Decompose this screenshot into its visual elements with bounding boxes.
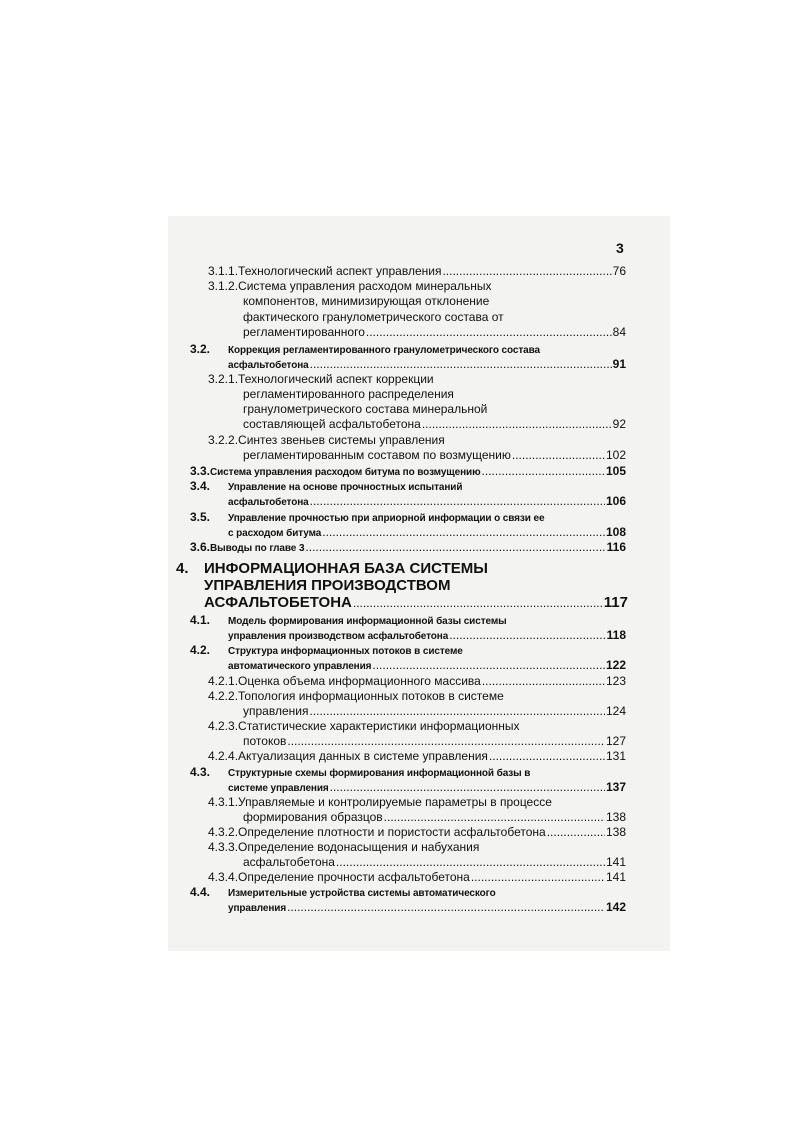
toc-page: 102 xyxy=(605,448,626,462)
toc-entry-3-1-1[interactable] xyxy=(208,264,626,279)
toc-number: 4.1. xyxy=(190,613,211,627)
toc-title: автоматического управления xyxy=(228,661,372,672)
toc-title: УПРАВЛЕНИЯ ПРОИЗВОДСТВОМ xyxy=(204,577,451,594)
toc-number: 4.2.1. xyxy=(208,674,239,688)
toc-number: 4.2.2. xyxy=(208,689,239,703)
toc-title: Управление прочностью при априорной информации о связи ее xyxy=(228,513,545,524)
toc-title: Система управления расходом битума по возмущению xyxy=(210,467,481,478)
toc-number: 4.2.4. xyxy=(208,749,239,763)
toc-entry-continuation xyxy=(204,578,628,593)
toc-number: 4.3.2. xyxy=(208,825,239,839)
toc-title: Управляемые и контролируемые параметры в процессе xyxy=(238,795,552,809)
toc-entry-3-2[interactable] xyxy=(190,342,626,358)
toc-title: Определение плотности и пористости асфальтобетона xyxy=(238,825,546,839)
toc-page: 116 xyxy=(606,540,626,554)
toc-title: регламентированного распределения xyxy=(243,387,454,401)
toc-entry-4-2-4[interactable] xyxy=(208,749,626,764)
toc-page: 142 xyxy=(605,900,626,914)
toc-leader xyxy=(287,734,605,749)
toc-number: 3.6. xyxy=(190,540,211,554)
toc-title: асфальтобетона xyxy=(228,497,309,508)
toc-leader xyxy=(322,525,605,540)
toc-leader xyxy=(482,464,605,479)
toc-entry-4-3-2[interactable] xyxy=(208,825,626,840)
toc-number: 3.5. xyxy=(190,510,211,524)
toc-page: 137 xyxy=(605,780,626,794)
toc-leader xyxy=(471,870,605,885)
toc-title: Модель формирования информационной базы системы xyxy=(228,616,507,627)
toc-leader xyxy=(309,704,605,719)
toc-entry-continuation xyxy=(228,525,626,541)
toc-leader xyxy=(336,855,605,870)
toc-number: 3.2.2. xyxy=(208,433,239,447)
toc-page: 127 xyxy=(605,734,626,748)
toc-number: 3.4. xyxy=(190,479,211,493)
toc-leader xyxy=(353,596,603,611)
toc-title: Измерительные устройства системы автоматического xyxy=(228,888,496,899)
toc-chapter-4[interactable] xyxy=(176,561,628,576)
toc-entry-3-5[interactable] xyxy=(190,510,626,526)
toc-leader xyxy=(310,357,612,372)
toc-title: асфальтобетона xyxy=(243,855,335,869)
toc-page: 92 xyxy=(612,417,626,431)
toc-entry-continuation xyxy=(228,780,626,796)
toc-entry-4-3-3[interactable] xyxy=(208,840,626,855)
toc-page: 141 xyxy=(605,870,626,884)
toc-entry-3-4[interactable] xyxy=(190,479,626,495)
toc-leader xyxy=(449,628,605,643)
toc-title: Топология информационных потоков в системе xyxy=(238,689,504,703)
toc-entry-3-2-2[interactable] xyxy=(208,433,626,448)
toc-page: 105 xyxy=(605,464,626,478)
toc-entry-continuation xyxy=(243,417,626,432)
toc-entry-3-6[interactable] xyxy=(190,540,626,556)
toc-title: Структура информационных потоков в системе xyxy=(228,646,463,657)
toc-title: Оценка объема информационного массива xyxy=(238,674,481,688)
toc-leader xyxy=(330,780,605,795)
toc-title: Выводы по главе 3 xyxy=(210,543,305,554)
toc-entry-continuation xyxy=(243,310,626,325)
toc-leader xyxy=(305,540,605,555)
toc-page: 141 xyxy=(605,855,626,869)
toc-leader xyxy=(372,658,605,673)
toc-entry-continuation xyxy=(243,448,626,463)
toc-page: 131 xyxy=(605,749,626,763)
toc-entry-continuation xyxy=(243,810,626,825)
page-number: 3 xyxy=(616,240,624,256)
toc-page: 138 xyxy=(605,810,626,824)
toc-title: Управление на основе прочностных испытаний xyxy=(228,482,463,493)
toc-leader xyxy=(489,749,605,764)
toc-number: 3.1.1. xyxy=(208,264,239,278)
toc-number: 4.3.3. xyxy=(208,840,239,854)
toc-leader xyxy=(384,810,605,825)
toc-title: Система управления расходом минеральных xyxy=(238,279,492,293)
toc-entry-continuation xyxy=(243,294,626,309)
toc-title: Технологический аспект коррекции xyxy=(238,372,434,386)
toc-entry-continuation xyxy=(228,357,626,373)
toc-number: 3.1.2. xyxy=(208,279,239,293)
toc-page: 118 xyxy=(606,628,626,642)
toc-title: регламентированным составом по возмущению xyxy=(243,448,511,462)
toc-page: 84 xyxy=(612,325,626,339)
toc-number: 4.2.3. xyxy=(208,719,239,733)
toc-page: 123 xyxy=(605,674,626,688)
toc-title: Технологический аспект управления xyxy=(238,264,442,278)
toc-number: 3.2. xyxy=(190,342,211,356)
toc-leader xyxy=(287,900,605,915)
toc-page: 122 xyxy=(605,658,626,672)
toc-title: компонентов, минимизирующая отклонение xyxy=(243,294,490,308)
toc-page: 106 xyxy=(605,494,626,508)
toc-entry-4-2[interactable] xyxy=(190,643,626,659)
toc-entry-continuation xyxy=(228,628,626,644)
toc-page: 138 xyxy=(605,825,626,839)
toc-title: Структурные схемы формирования информационной базы в xyxy=(228,768,531,779)
toc-entry-4-2-2[interactable] xyxy=(208,689,626,704)
toc-title: управления производством асфальтобетона xyxy=(228,631,449,642)
toc-page: 108 xyxy=(605,525,626,539)
toc-leader xyxy=(547,825,605,840)
toc-title: Коррекция регламентированного гранулометрического состава xyxy=(228,345,540,356)
toc-entry-continuation xyxy=(228,494,626,510)
toc-number: 4.3.1. xyxy=(208,795,239,809)
toc-entry-4-4[interactable] xyxy=(190,885,626,901)
toc-page: 91 xyxy=(612,357,626,371)
toc-title: ИНФОРМАЦИОННАЯ БАЗА СИСТЕМЫ xyxy=(204,560,488,577)
toc-number: 3.3. xyxy=(190,464,211,478)
toc-entry-3-3[interactable] xyxy=(190,464,626,480)
toc-entry-4-2-1[interactable] xyxy=(208,674,626,689)
toc-title: фактического гранулометрического состава от xyxy=(243,310,504,324)
toc-entry-continuation xyxy=(204,595,628,611)
toc-entry-continuation xyxy=(243,734,626,749)
toc-entry-4-3-1[interactable] xyxy=(208,795,626,810)
toc-entry-4-2-3[interactable] xyxy=(208,719,626,734)
toc-title: гранулометрического состава минеральной xyxy=(243,402,488,416)
toc-entry-continuation xyxy=(243,704,626,719)
toc-entry-continuation xyxy=(243,855,626,870)
toc-title: управления xyxy=(243,704,309,718)
toc-title: управления xyxy=(228,903,287,914)
toc-entry-4-3-4[interactable] xyxy=(208,870,626,885)
toc-title: составляющей асфальтобетона xyxy=(243,417,421,431)
toc-page: 117 xyxy=(603,594,628,611)
toc-title: с расходом битума xyxy=(228,528,322,539)
toc-entry-4-3[interactable] xyxy=(190,765,626,781)
toc-number: 3.2.1. xyxy=(208,372,239,386)
toc-title: АСФАЛЬТОБЕТОНА xyxy=(204,594,352,611)
toc-number: 4.3. xyxy=(190,765,211,779)
toc-leader xyxy=(482,674,605,689)
toc-entry-continuation xyxy=(228,900,626,916)
toc-title: системе управления xyxy=(228,783,329,794)
toc-page: 124 xyxy=(605,704,626,718)
toc-leader xyxy=(512,448,605,463)
toc-title: асфальтобетона xyxy=(228,360,309,371)
toc-entry-4-1[interactable] xyxy=(190,613,626,629)
toc-title: регламентированного xyxy=(243,325,365,339)
toc-entry-3-1-2[interactable] xyxy=(208,279,626,294)
toc-title: Актуализация данных в системе управления xyxy=(238,749,488,763)
toc-title: Определение прочности асфальтобетона xyxy=(238,870,470,884)
toc-title: формирования образцов xyxy=(243,810,383,824)
toc-title: потоков xyxy=(243,734,287,748)
toc-leader xyxy=(310,494,605,509)
toc-number: 4.3.4. xyxy=(208,870,239,884)
toc-entry-continuation xyxy=(243,387,626,402)
toc-number: 4.2. xyxy=(190,643,211,657)
toc-leader xyxy=(442,264,611,279)
toc-number: 4. xyxy=(176,560,189,577)
toc-leader xyxy=(366,325,612,340)
toc-leader xyxy=(422,417,612,432)
toc-number: 4.4. xyxy=(190,885,211,899)
toc-entry-continuation xyxy=(228,658,626,674)
toc-entry-3-2-1[interactable] xyxy=(208,372,626,387)
toc-entry-continuation xyxy=(243,402,626,417)
toc-page: 76 xyxy=(612,264,626,278)
toc-title: Определение водонасыщения и набухания xyxy=(238,840,480,854)
toc-title: Статистические характеристики информационных xyxy=(238,719,520,733)
toc-title: Синтез звеньев системы управления xyxy=(238,433,445,447)
toc-entry-continuation xyxy=(243,325,626,340)
